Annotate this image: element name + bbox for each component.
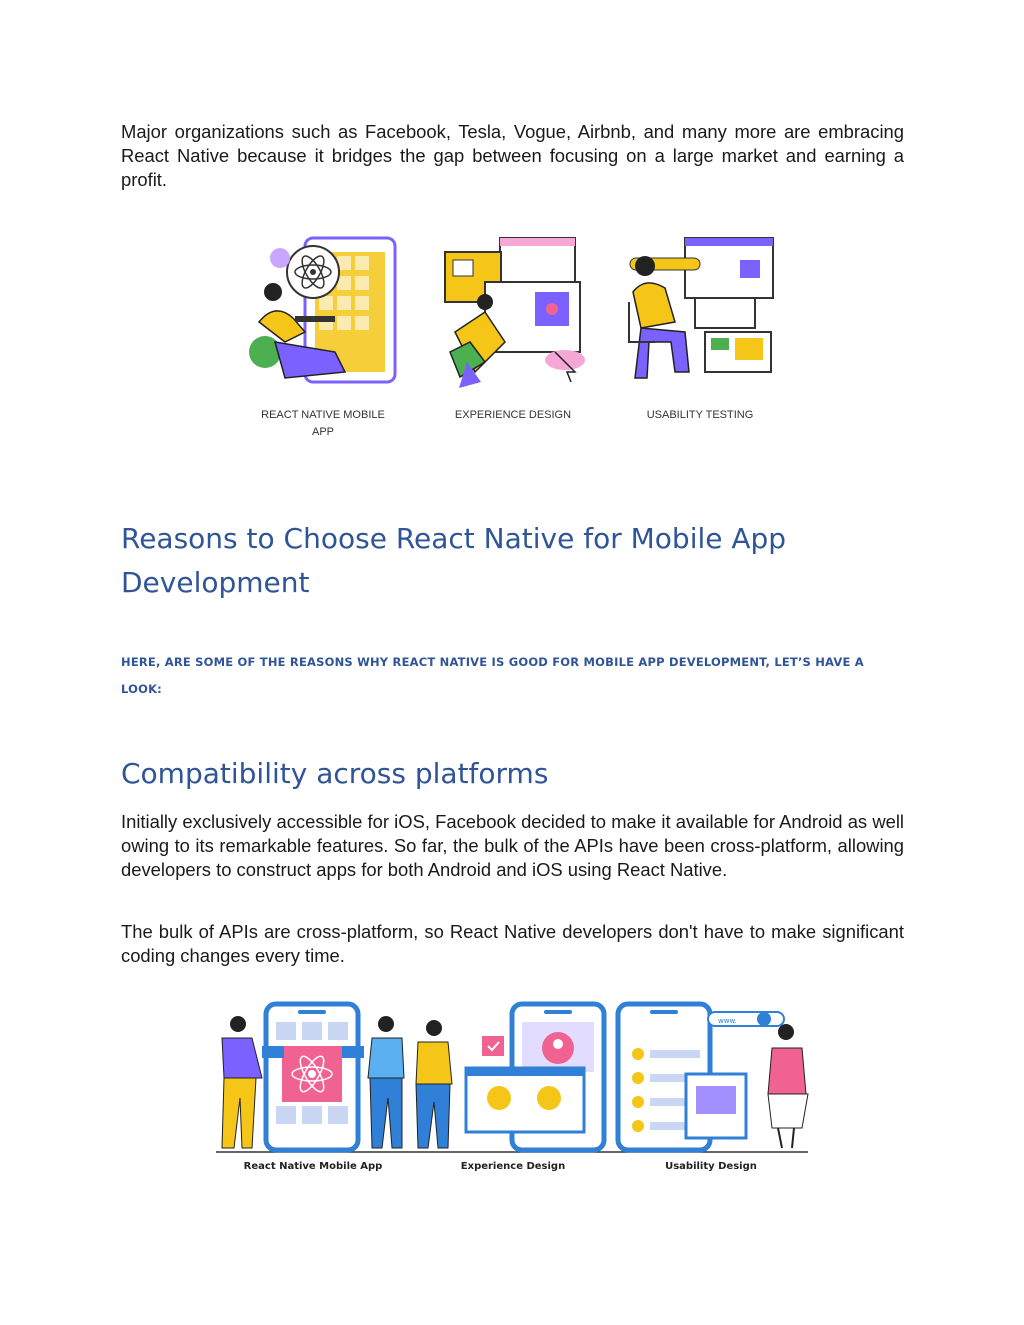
- experience-design-illustration-bottom: [416, 1004, 604, 1150]
- search-bar-text: www.: [718, 1017, 737, 1025]
- caption-usability-testing: USABILITY TESTING: [646, 409, 754, 421]
- compat-paragraph-1: Initially exclusively accessible for iOS, Facebook decided to make it available for Android as well owing to its remarkable features. So far, the bulk of the APIs have been cross-platform, allowing developers to construct apps for both Android and iOS using React Native.: [121, 811, 904, 880]
- caption-bottom-experience-design: Experience Design: [460, 1161, 566, 1172]
- compatibility-heading: Compatibility across platforms: [121, 757, 549, 790]
- compat-paragraph-2: The bulk of APIs are cross-platform, so React Native developers don't have to make significant coding changes every time.: [121, 921, 904, 966]
- caption-react-native-mobile-app: REACT NATIVE MOBILE APP: [261, 409, 385, 438]
- react-native-app-illustration: [249, 238, 395, 382]
- usability-design-illustration: [618, 1004, 808, 1150]
- bottom-illustrations: [212, 998, 812, 1158]
- intro-paragraph: Major organizations such as Facebook, Tesla, Vogue, Airbnb, and many more are embracing React Native because it bridges the gap between focusing on a large market and earning a profit.: [121, 121, 904, 190]
- experience-design-illustration: [445, 238, 585, 388]
- reasons-subtitle: HERE, ARE SOME OF THE REASONS WHY REACT NATIVE IS GOOD FOR MOBILE APP DEVELOPMENT, LET’S HAVE A LOOK:: [121, 655, 864, 696]
- reasons-heading-line2: Development: [121, 566, 310, 599]
- top-illustrations: [245, 232, 785, 392]
- caption-bottom-usability-design: Usability Design: [665, 1161, 757, 1172]
- caption-bottom-react-native-mobile-app: React Native Mobile App: [243, 1161, 383, 1172]
- reasons-heading-line1: Reasons to Choose React Native for Mobile App: [121, 522, 787, 555]
- react-native-mobile-app-illustration: [222, 1004, 404, 1150]
- usability-testing-illustration: [629, 238, 773, 378]
- caption-experience-design: EXPERIENCE DESIGN: [454, 409, 572, 421]
